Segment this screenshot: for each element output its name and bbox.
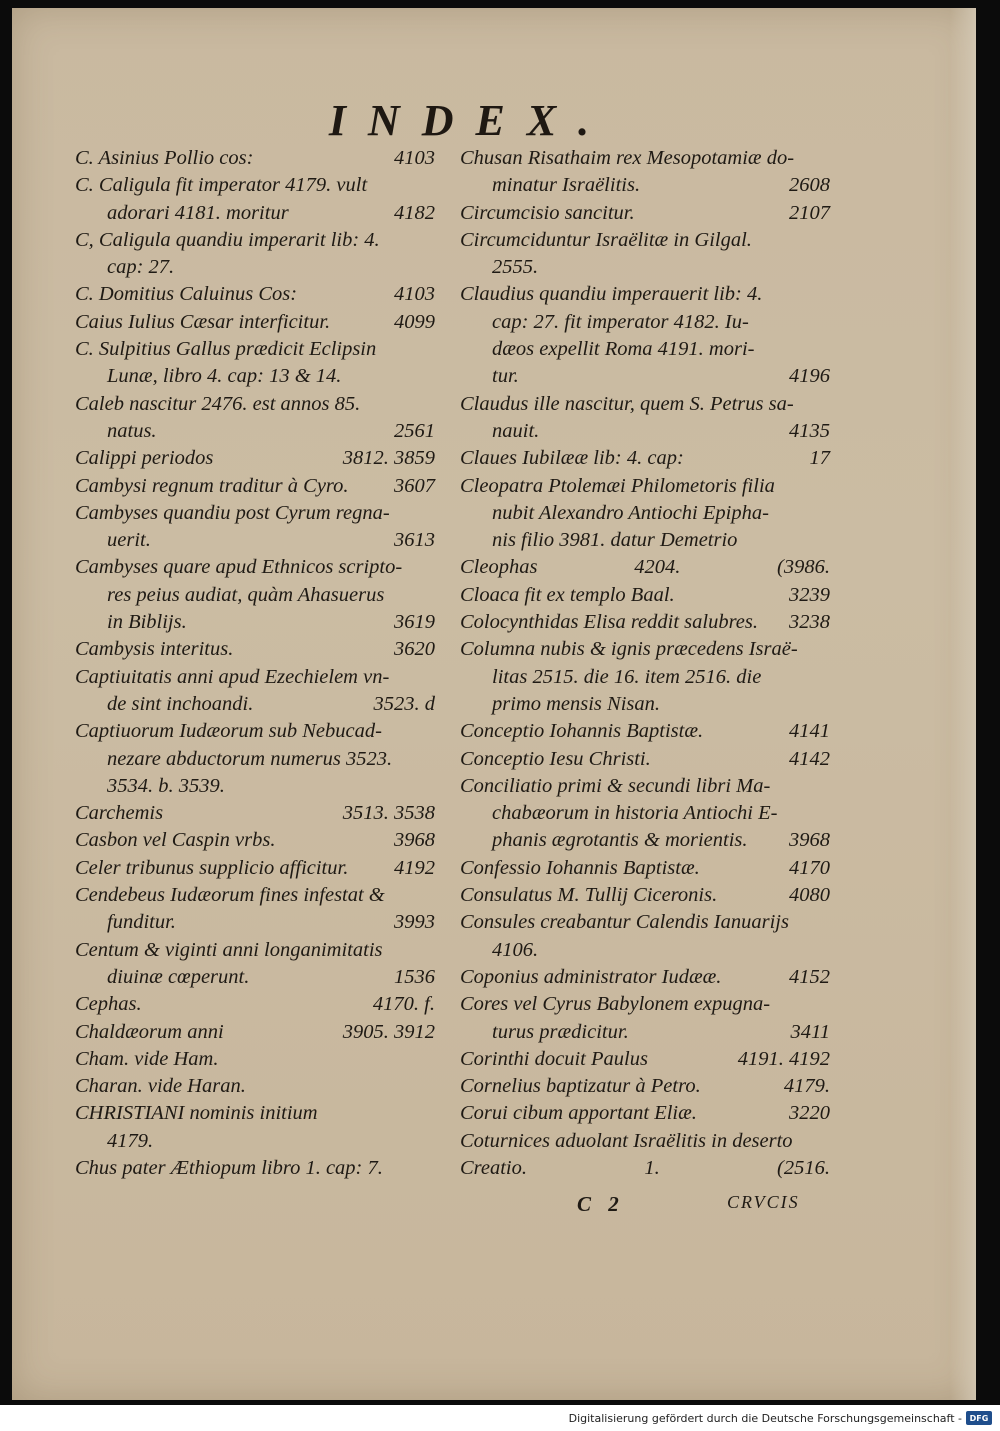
- entry-line: [75, 800, 435, 827]
- index-entry: [460, 773, 830, 855]
- entry-text: Cleopatra Ptolemæi Philometoris filia: [460, 474, 775, 497]
- entry-line: [460, 582, 830, 609]
- index-entry: [75, 227, 435, 282]
- entry-reference: 17: [809, 447, 830, 470]
- entry-text: Cornelius baptizatur à Petro.: [460, 1075, 701, 1098]
- entry-line: [75, 882, 435, 909]
- page-title: INDEX.: [328, 96, 612, 145]
- entry-text: Circumciduntur Israëlitæ in Gilgal.: [460, 228, 752, 251]
- entry-continuation-line: [75, 609, 435, 636]
- index-entry: [460, 1100, 830, 1127]
- index-entry: [460, 281, 830, 390]
- entry-text: Creatio.: [460, 1156, 528, 1179]
- index-column-right: [460, 145, 830, 1182]
- entry-line: [75, 1046, 435, 1073]
- index-entry: [75, 309, 435, 336]
- entry-line: [460, 445, 830, 472]
- entry-text: Chus pater Æthiopum libro 1. cap: 7.: [75, 1156, 383, 1179]
- entry-text: phanis ægrotantis & morientis.: [492, 829, 748, 852]
- entry-line: [460, 991, 830, 1018]
- entry-line: [460, 554, 830, 581]
- entry-reference: 3513. 3538: [342, 802, 435, 825]
- entry-continuation-line: [75, 527, 435, 554]
- entry-continuation-line: [460, 937, 830, 964]
- index-entry: [75, 473, 435, 500]
- entry-text: Claudus ille nascitur, quem S. Petrus sa-: [460, 392, 794, 415]
- index-entry: [75, 636, 435, 663]
- entry-line: [460, 1046, 830, 1073]
- index-entry: [75, 554, 435, 636]
- entry-text: Colocynthidas Elisa reddit salubres.: [460, 611, 759, 634]
- entry-text: Corui cibum apportant Eliæ.: [460, 1102, 697, 1125]
- entry-text: Corinthi docuit Paulus: [460, 1047, 648, 1070]
- index-entry: [460, 1073, 830, 1100]
- entry-reference: 3993: [394, 911, 435, 934]
- index-entry: [75, 281, 435, 308]
- entry-text: 3534. b. 3539.: [107, 774, 225, 797]
- index-entry: [460, 1046, 830, 1073]
- entry-reference: 4191. 4192: [737, 1047, 830, 1070]
- entry-text: nezare abductorum numerus 3523.: [107, 747, 393, 770]
- index-entry: [460, 554, 830, 581]
- entry-text: Captiuorum Iudæorum sub Nebucad-: [75, 720, 382, 743]
- entry-text: Cham. vide Ham.: [75, 1047, 219, 1070]
- entry-text: Casbon vel Caspin vrbs.: [75, 829, 276, 852]
- entry-text: Cendebeus Iudæorum fines infestat &: [75, 884, 385, 907]
- entry-reference: 3620: [394, 638, 435, 661]
- entry-text: Caius Iulius Cæsar interficitur.: [75, 310, 331, 333]
- entry-continuation-line: [460, 691, 830, 718]
- entry-continuation-line: [460, 309, 830, 336]
- signature-mark: C 2: [577, 1192, 625, 1216]
- entry-reference: 4099: [394, 310, 435, 333]
- entry-line: [75, 636, 435, 663]
- entry-line: [460, 1100, 830, 1127]
- index-entry: [460, 227, 830, 282]
- entry-line: [75, 473, 435, 500]
- entry-line: [460, 1155, 830, 1182]
- entry-text: Coponius administrator Iudææ.: [460, 965, 722, 988]
- index-entry: [460, 636, 830, 718]
- entry-reference: 3812. 3859: [342, 447, 435, 470]
- entry-text: Consulatus M. Tullij Ciceronis.: [460, 884, 718, 907]
- index-entry: [460, 200, 830, 227]
- footer-credit: Digitalisierung gefördert durch die Deutsche Forschungsgemeinschaft -: [568, 1411, 962, 1425]
- entry-text: C. Asinius Pollio cos:: [75, 147, 254, 169]
- index-entry: [75, 500, 435, 555]
- index-entry: [75, 336, 435, 391]
- index-entry: [75, 445, 435, 472]
- entry-text: 4106.: [492, 938, 539, 961]
- entry-line: [75, 554, 435, 581]
- entry-line: [460, 391, 830, 418]
- entry-reference: 2561: [394, 419, 435, 442]
- entry-reference: 3239: [789, 583, 830, 606]
- entry-text: Circumcisio sancitur.: [460, 201, 635, 224]
- entry-text: CHRISTIANI nominis initium: [75, 1102, 318, 1125]
- entry-text: Captiuitatis anni apud Ezechielem vn-: [75, 665, 390, 688]
- index-entry: [460, 718, 830, 745]
- entry-text: C. Caligula fit imperator 4179. vult: [75, 174, 368, 197]
- entry-line: [460, 1128, 830, 1155]
- entry-line: [75, 309, 435, 336]
- entry-text: turus prædicitur.: [492, 1020, 629, 1043]
- entry-line: [460, 855, 830, 882]
- entry-reference: 4142: [789, 747, 830, 770]
- entry-reference: 2608: [789, 174, 830, 197]
- entry-text: Charan. vide Haran.: [75, 1075, 246, 1098]
- index-entry: [75, 1073, 435, 1100]
- index-entry: [460, 391, 830, 446]
- entry-reference: 4141: [789, 720, 830, 743]
- entry-text: Lunæ, libro 4. cap: 13 & 14.: [107, 365, 342, 388]
- entry-line: [75, 145, 435, 172]
- entry-reference: 3968: [789, 829, 830, 852]
- entry-text: C. Domitius Caluinus Cos:: [75, 283, 298, 306]
- index-entry: [75, 172, 435, 227]
- entry-text: 2555.: [492, 256, 539, 279]
- entry-reference: 3619: [394, 611, 435, 634]
- entry-continuation-line: [460, 363, 830, 390]
- index-entry: [460, 1155, 830, 1182]
- entry-text: chabæorum in historia Antiochi E-: [492, 802, 778, 825]
- entry-text: nis filio 3981. datur Demetrio: [492, 529, 738, 552]
- entry-text: litas 2515. die 16. item 2516. die: [492, 665, 762, 688]
- entry-line: [75, 391, 435, 418]
- entry-text: Caleb nascitur 2476. est annos 85.: [75, 392, 361, 415]
- entry-reference: 1536: [394, 965, 435, 988]
- entry-line: [75, 664, 435, 691]
- entry-text: Conceptio Iesu Christi.: [460, 747, 651, 770]
- entry-text: cap: 27.: [107, 256, 175, 279]
- entry-reference: 4152: [789, 965, 830, 988]
- index-entry: [75, 718, 435, 800]
- entry-reference: 3613: [394, 529, 435, 552]
- entry-line: [460, 909, 830, 936]
- entry-continuation-line: [460, 500, 830, 527]
- entry-text: diuinæ cœperunt.: [107, 965, 250, 988]
- entry-text: adorari 4181. moritur: [107, 201, 289, 224]
- index-entry: [75, 991, 435, 1018]
- entry-text: Cambyses quandiu post Cyrum regna-: [75, 501, 390, 524]
- entry-line: [460, 145, 830, 172]
- entry-continuation-line: [75, 200, 435, 227]
- entry-line: [460, 636, 830, 663]
- entry-line: [75, 281, 435, 308]
- entry-text: funditur.: [107, 911, 176, 934]
- entry-text: Claues Iubilææ lib: 4. cap:: [460, 447, 684, 470]
- entry-line: [75, 855, 435, 882]
- index-entry: [75, 800, 435, 827]
- entry-continuation-line: [460, 800, 830, 827]
- entry-continuation-line: [75, 909, 435, 936]
- entry-reference: 4204.: [634, 556, 681, 579]
- entry-reference: 3968: [394, 829, 435, 852]
- index-entry: [460, 445, 830, 472]
- entry-text: Conceptio Iohannis Baptistæ.: [460, 720, 704, 743]
- entry-text: primo mensis Nisan.: [492, 692, 661, 715]
- dfg-logo-icon: DFG: [966, 1411, 992, 1425]
- entry-continuation-line: [75, 691, 435, 718]
- entry-line: [75, 718, 435, 745]
- index-entry: [75, 1046, 435, 1073]
- entry-reference: 4182: [394, 201, 435, 224]
- entry-line: [460, 718, 830, 745]
- entry-line: [75, 1073, 435, 1100]
- entry-text: Columna nubis & ignis præcedens Israë-: [460, 638, 798, 661]
- entry-text: Celer tribunus supplicio afficitur.: [75, 856, 349, 879]
- entry-line: [75, 172, 435, 199]
- index-entry: [75, 1100, 435, 1155]
- entry-reference: 4103: [394, 147, 435, 169]
- entry-reference: 2107: [789, 201, 830, 224]
- entry-continuation-line: [75, 254, 435, 281]
- entry-line: [75, 1019, 435, 1046]
- entry-text: nauit.: [492, 419, 540, 442]
- entry-reference: 4170: [789, 856, 830, 879]
- entry-reference: 3905. 3912: [342, 1020, 435, 1043]
- entry-continuation-line: [460, 418, 830, 445]
- entry-line: [75, 937, 435, 964]
- entry-line: [460, 964, 830, 991]
- entry-line: [75, 445, 435, 472]
- entry-reference: 4170. f.: [372, 993, 435, 1016]
- entry-line: [75, 827, 435, 854]
- entry-text: Consules creabantur Calendis Ianuarijs: [460, 911, 789, 934]
- index-entry: [460, 1128, 830, 1155]
- entry-text: Calippi periodos: [75, 447, 214, 470]
- entry-text: Chusan Risathaim rex Mesopotamiæ do-: [460, 147, 795, 169]
- index-entry: [460, 145, 830, 200]
- entry-continuation-line: [75, 773, 435, 800]
- entry-line: [460, 473, 830, 500]
- index-entry: [460, 964, 830, 991]
- entry-text: Cephas.: [75, 993, 142, 1016]
- entry-text: in Biblijs.: [107, 611, 187, 634]
- entry-reference: 1.: [644, 1156, 660, 1179]
- entry-line: [460, 773, 830, 800]
- entry-text: cap: 27. fit imperator 4182. Iu-: [492, 310, 749, 333]
- entry-line: [460, 200, 830, 227]
- entry-reference: 4179.: [783, 1075, 830, 1098]
- index-entry: [460, 855, 830, 882]
- entry-text: Confessio Iohannis Baptistæ.: [460, 856, 700, 879]
- entry-text: tur.: [492, 365, 519, 388]
- index-entry: [460, 609, 830, 636]
- entry-line: [75, 991, 435, 1018]
- entry-text: nubit Alexandro Antiochi Epipha-: [492, 501, 769, 524]
- entry-text: Conciliatio primi & secundi libri Ma-: [460, 774, 771, 797]
- index-entry: [460, 746, 830, 773]
- index-entry: [460, 582, 830, 609]
- entry-continuation-line: [460, 254, 830, 281]
- entry-text: Centum & viginti anni longanimitatis: [75, 938, 383, 961]
- entry-text: Coturnices aduolant Israëlitis in deserto: [460, 1129, 793, 1152]
- entry-reference: 3238: [789, 611, 830, 634]
- entry-continuation-line: [460, 1019, 830, 1046]
- entry-line: [75, 500, 435, 527]
- entry-continuation-line: [75, 363, 435, 390]
- index-entry: [75, 664, 435, 719]
- index-entry: [460, 909, 830, 964]
- index-entry: [75, 1155, 435, 1182]
- entry-text: Claudius quandiu imperauerit lib: 4.: [460, 283, 763, 306]
- entry-reference: 4103: [394, 283, 435, 306]
- entry-text: Cambysis interitus.: [75, 638, 234, 661]
- index-entry: [460, 991, 830, 1046]
- entry-text: Cambyses quare apud Ethnicos scripto-: [75, 556, 403, 579]
- entry-reference: (2516.: [777, 1156, 830, 1179]
- entry-text: de sint inchoandi.: [107, 692, 254, 715]
- entry-continuation-line: [75, 582, 435, 609]
- entry-reference: 4080: [789, 884, 830, 907]
- entry-reference: 4196: [789, 365, 830, 388]
- index-column-left: [75, 145, 435, 1182]
- index-entry: [75, 145, 435, 172]
- digitization-footer: [0, 1405, 1000, 1431]
- entry-text: uerit.: [107, 529, 151, 552]
- entry-reference: 3411: [790, 1020, 830, 1043]
- entry-reference: 3607: [394, 474, 435, 497]
- entry-line: [75, 1155, 435, 1182]
- index-entry: [75, 827, 435, 854]
- entry-text: C. Sulpitius Gallus prædicit Eclipsin: [75, 338, 377, 361]
- entry-reference: 3220: [789, 1102, 830, 1125]
- entry-continuation-line: [75, 746, 435, 773]
- entry-text: Chaldæorum anni: [75, 1020, 224, 1043]
- entry-continuation-line: [460, 527, 830, 554]
- entry-text: dæos expellit Roma 4191. mori-: [492, 338, 755, 361]
- entry-text: Cores vel Cyrus Babylonem expugna-: [460, 993, 771, 1016]
- entry-text: Cleophas: [460, 556, 538, 579]
- entry-text: 4179.: [107, 1129, 154, 1152]
- entry-continuation-line: [75, 964, 435, 991]
- entry-text: Cambysi regnum traditur à Cyro.: [75, 474, 349, 497]
- entry-line: [75, 1100, 435, 1127]
- entry-continuation-line: [460, 172, 830, 199]
- entry-line: [460, 281, 830, 308]
- entry-line: [460, 746, 830, 773]
- index-entry: [460, 882, 830, 909]
- index-entry: [460, 473, 830, 555]
- entry-reference: 3523. d: [373, 692, 435, 715]
- index-entry: [75, 391, 435, 446]
- entry-line: [75, 336, 435, 363]
- entry-line: [460, 609, 830, 636]
- entry-text: natus.: [107, 419, 157, 442]
- entry-text: res peius audiat, quàm Ahasuerus: [107, 583, 385, 606]
- entry-continuation-line: [75, 418, 435, 445]
- entry-line: [75, 227, 435, 254]
- index-entry: [75, 1019, 435, 1046]
- entry-continuation-line: [460, 664, 830, 691]
- entry-text: Cloaca fit ex templo Baal.: [460, 583, 675, 606]
- entry-line: [460, 882, 830, 909]
- catchword: CRVCIS: [727, 1192, 800, 1212]
- entry-reference: 4192: [394, 856, 435, 879]
- index-entry: [75, 855, 435, 882]
- entry-continuation-line: [460, 336, 830, 363]
- entry-line: [460, 227, 830, 254]
- entry-text: C, Caligula quandiu imperarit lib: 4.: [75, 228, 380, 251]
- entry-text: minatur Israëlitis.: [492, 174, 641, 197]
- entry-continuation-line: [460, 827, 830, 854]
- entry-reference: 4135: [789, 419, 830, 442]
- entry-reference: (3986.: [777, 556, 830, 579]
- index-entry: [75, 937, 435, 992]
- entry-line: [460, 1073, 830, 1100]
- entry-continuation-line: [75, 1128, 435, 1155]
- entry-text: Carchemis: [75, 802, 164, 825]
- index-entry: [75, 882, 435, 937]
